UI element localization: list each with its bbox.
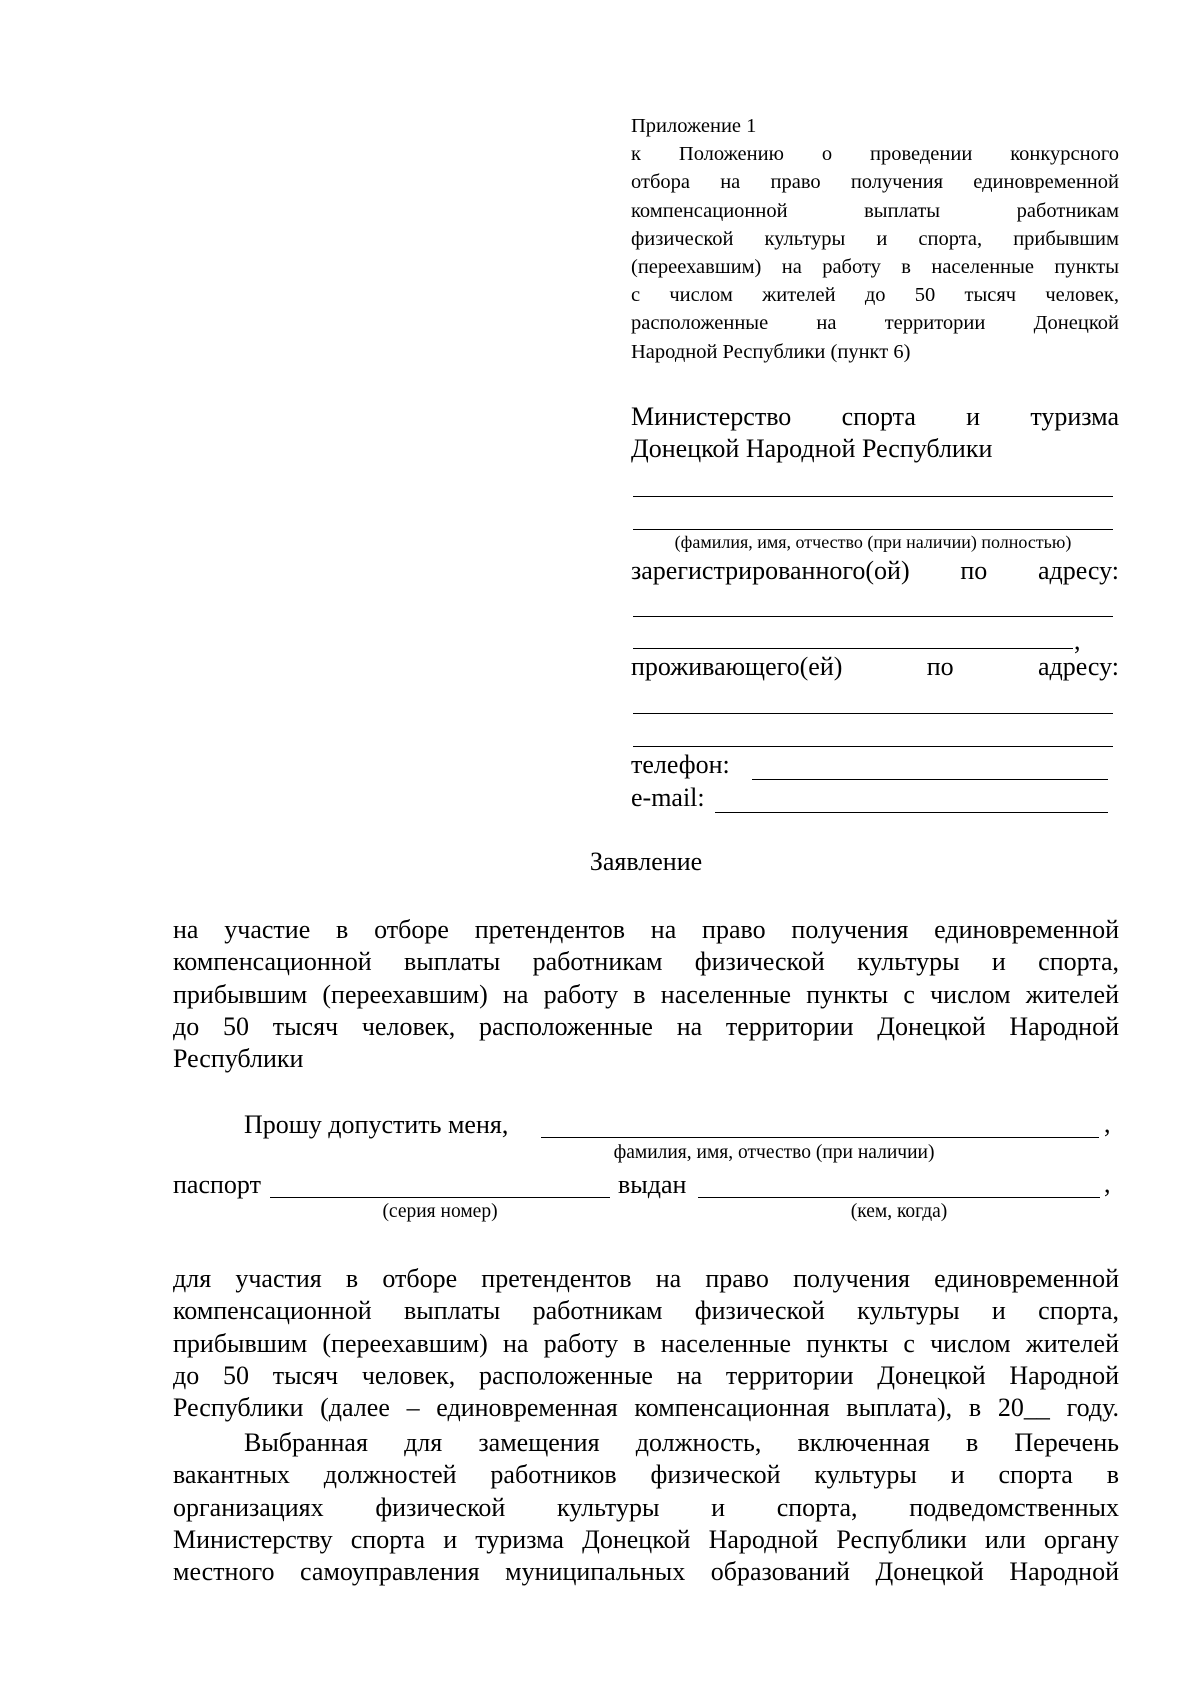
annex-line: компенсационной выплаты работникам: [631, 199, 1119, 222]
email-label: e-mail:: [631, 783, 705, 812]
applicant-fio-field[interactable]: [541, 1137, 1099, 1138]
fio-hint: (фамилия, имя, отчество (при наличии) полностью): [674, 532, 1072, 552]
annex-line: к Положению о проведении конкурсного: [631, 143, 1119, 166]
annex-line: отбора на право получения единовременной: [631, 171, 1119, 194]
purpose-line: для участия в отборе претендентов на право получения единовременной: [173, 1264, 1119, 1293]
passport-issued-field[interactable]: [698, 1197, 1100, 1198]
position-line: местного самоуправления муниципальных образований Донецкой Народной: [173, 1557, 1119, 1587]
registered-address-line-2[interactable]: [633, 648, 1073, 649]
fio-line-1[interactable]: [633, 496, 1113, 497]
statement-title: Заявление: [589, 847, 703, 876]
subtitle-line: до 50 тысяч человек, расположенные на территории Донецкой Народной: [173, 1011, 1119, 1041]
annex-line: Народной Республики (пункт 6): [631, 340, 911, 363]
position-line: Выбранная для замещения должность, включенная в Перечень: [244, 1428, 1119, 1457]
passport-label: паспорт: [173, 1170, 261, 1199]
issued-label: выдан: [618, 1170, 687, 1199]
registered-comma: ,: [1074, 626, 1081, 655]
request-comma: ,: [1104, 1109, 1111, 1138]
phone-field[interactable]: [752, 779, 1108, 780]
phone-label: телефон:: [631, 750, 730, 779]
annex-line: расположенные на территории Донецкой: [631, 312, 1119, 335]
purpose-line: Республики (далее – единовременная компенсационная выплата), в 20__ году.: [173, 1393, 1119, 1423]
position-paragraph: [173, 1427, 1119, 1588]
addressee-ministry-line2: Донецкой Народной Республики: [631, 434, 993, 463]
position-line: вакантных должностей работников физической культуры и спорта в: [173, 1460, 1119, 1490]
annex-line: с числом жителей до 50 тысяч человек,: [631, 284, 1119, 307]
subtitle-line: на участие в отборе претендентов на право получения единовременной: [173, 915, 1119, 944]
annex-line: физической культуры и спорта, прибывшим: [631, 227, 1119, 250]
purpose-line: прибывшим (переехавшим) на работу в населенные пункты с числом жителей: [173, 1328, 1119, 1358]
registered-label: зарегистрированного(ой) по адресу:: [631, 556, 1119, 585]
living-address-line-2[interactable]: [633, 746, 1113, 747]
statement-subtitle: [173, 914, 1119, 1075]
subtitle-line: Республики: [173, 1044, 304, 1074]
position-line: организациях физической культуры и спорта, подведомственных: [173, 1492, 1119, 1522]
passport-series-number-field[interactable]: [270, 1197, 610, 1198]
annex-line: Приложение 1: [631, 115, 757, 137]
living-label: проживающего(ей) по адресу:: [631, 652, 1119, 681]
purpose-paragraph: [173, 1263, 1119, 1424]
annex-header: [631, 112, 1119, 366]
request-prefix: Прошу допустить меня,: [244, 1110, 509, 1139]
passport-comma: ,: [1104, 1169, 1111, 1198]
series-hint: (серия номер): [382, 1201, 498, 1222]
email-field[interactable]: [715, 812, 1108, 813]
subtitle-line: компенсационной выплаты работникам физической культуры и спорта,: [173, 947, 1119, 977]
addressee-ministry-line1: Министерство спорта и туризма: [631, 402, 1119, 431]
subtitle-line: прибывшим (переехавшим) на работу в населенные пункты с числом жителей: [173, 979, 1119, 1009]
registered-address-line-1[interactable]: [633, 616, 1113, 617]
issued-hint: (кем, когда): [850, 1201, 948, 1222]
annex-line: (переехавшим) на работу в населенные пункты: [631, 255, 1119, 278]
fio-line-2[interactable]: [633, 529, 1113, 530]
purpose-line: компенсационной выплаты работникам физической культуры и спорта,: [173, 1296, 1119, 1326]
living-address-line-1[interactable]: [633, 713, 1113, 714]
position-line: Министерству спорта и туризма Донецкой Народной Республики или органу: [173, 1524, 1119, 1554]
applicant-fio-hint: фамилия, имя, отчество (при наличии): [613, 1142, 935, 1163]
purpose-line: до 50 тысяч человек, расположенные на территории Донецкой Народной: [173, 1360, 1119, 1390]
